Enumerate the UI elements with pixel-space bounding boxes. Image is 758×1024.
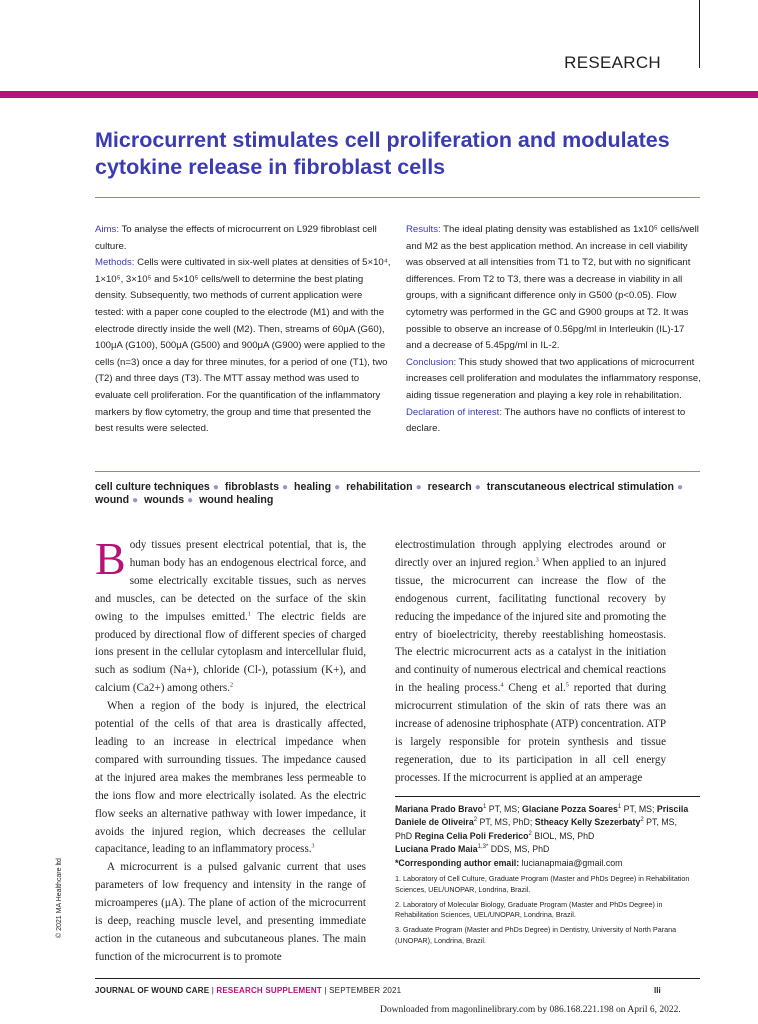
keywords-top-rule — [95, 471, 700, 472]
keyword-separator-dot: ● — [334, 482, 341, 493]
body-left-column — [95, 533, 366, 967]
abstract-right-column — [406, 222, 701, 438]
keyword[interactable]: transcutaneous electrical stimulation — [486, 481, 674, 493]
keyword[interactable]: fibroblasts — [224, 481, 279, 493]
methods-text: Cells were cultivated in six-well plates at densities of 5×10⁴, 1×10⁵, 3×10⁵ and 5×10⁵ cells/well to determine the best plating density. Subsequently, two methods of current application were tested: with a paper cone coupled to the electrode (M1) and with the electrode directly inside the well (M2). Then, streams of 60μA (G60), 100μA (G100), 500μA (G500) and 900μA (G900) were applied to the cells (n=3) once a day for three minutes, for a period of one (T1), two (T2) and three days (T3). The MTT assay method was used to evaluate cell proliferation. For the quantification of the inflammatory markers by flow cytometry, the group and time that presented the best results were selected. — [95, 257, 391, 435]
header-divider-line — [699, 0, 700, 68]
footer-separator: | — [322, 986, 330, 995]
body-paragraph-3 — [95, 859, 366, 966]
keyword[interactable]: cell culture techniques — [95, 481, 210, 493]
keyword[interactable]: research — [427, 481, 472, 493]
affiliation-3: 3. Graduate Program (Master and PhDs Degree) in Dentistry, University of North Parana (UNOPAR), Londrina, Brazil. — [395, 925, 677, 946]
abstract-aims — [95, 222, 391, 255]
keyword-separator-dot: ● — [676, 482, 684, 493]
reference-marker[interactable]: 3 — [535, 557, 539, 564]
keyword-separator-dot: ● — [212, 482, 219, 493]
keyword[interactable]: rehabilitation — [346, 481, 413, 493]
keywords-list — [95, 481, 695, 507]
corresponding-author — [395, 857, 695, 870]
methods-label: Methods: — [95, 257, 135, 269]
affiliation-marker: 2 — [528, 830, 532, 837]
declaration-text: The authors have no conflicts of interest to declare. — [406, 406, 686, 435]
abstract-conclusion — [406, 355, 701, 405]
affiliation-1: 1. Laboratory of Cell Culture, Graduate Program (Master and PhDs Degree) in Rehabilitation Sciences, UEL/UNOPAR, Londrina, Brazil. — [395, 874, 690, 894]
footer-journal-line — [95, 986, 401, 995]
reference-marker[interactable]: 2 — [230, 682, 234, 689]
author-degree: PT, MS; — [486, 804, 523, 814]
corresponding-label: *Corresponding author email: — [395, 857, 520, 868]
authors-block — [395, 803, 695, 947]
results-text: The ideal plating density was established as 1x10⁵ cells/well and M2 as the best application method. An increase in cell viability was observed at all intensities from T1 to T2, but with no significant differences. From T2 to T3, there was a decrease in viability in all groups, with a significant difference only in G500 (p<0.05). Flow cytometry was performed in the GC and G900 groups at T2. It was possible to observe an increase of 0.56pg/ml in Interleukin (IL)-17 and a decrease of 5.45pg/ml in IL-2. — [406, 224, 699, 352]
author-name: Glaciane Pozza Soares — [522, 804, 618, 814]
aims-label: Aims: — [95, 224, 119, 235]
author-degree: DDS, MS, PhD — [488, 844, 550, 855]
body-text: electrostimulation through applying electrodes around or directly over an injured region. — [395, 539, 666, 569]
footer-rule — [95, 978, 700, 979]
authors-top-rule — [395, 796, 700, 797]
declaration-label: Declaration of interest: — [406, 406, 502, 418]
abstract-left-column — [95, 222, 391, 438]
download-notice: Downloaded from magonlinelibrary.com by 086.168.221.198 on April 6, 2022. — [380, 1005, 681, 1015]
author-degree: PT, MS; — [621, 804, 657, 814]
reference-marker[interactable]: 4 — [500, 682, 504, 689]
header-accent-bar — [0, 91, 758, 98]
author-name: Mariana Prado Bravo — [395, 804, 483, 814]
affiliation-marker: 1,3* — [477, 844, 489, 851]
conclusion-label: Conclusion: — [406, 356, 457, 368]
keyword-separator-dot: ● — [415, 482, 422, 493]
article-title: Microcurrent stimulates cell proliferation and modulates cytokine release in fibroblast cells — [95, 128, 670, 179]
corresponding-email[interactable]: lucianapmaia@gmail.com — [519, 857, 623, 868]
journal-name: JOURNAL OF WOUND CARE — [95, 986, 210, 995]
reference-marker[interactable]: 1 — [247, 610, 251, 617]
affiliation-marker: 1 — [483, 804, 487, 811]
title-rule — [95, 197, 700, 198]
keyword[interactable]: wound — [95, 494, 130, 506]
abstract-results — [406, 222, 701, 355]
body-paragraph-1 — [95, 533, 366, 698]
keyword[interactable]: wound healing — [199, 494, 274, 506]
copyright-text: © 2021 MA Healthcare ltd — [56, 858, 63, 938]
issue-date: SEPTEMBER 2021 — [329, 986, 402, 995]
body-text: Cheng et al. — [503, 682, 566, 695]
reference-marker[interactable]: 5 — [565, 682, 569, 689]
body-paragraph-continued — [395, 537, 666, 788]
affiliation-marker: 2 — [473, 817, 478, 824]
author-list — [395, 803, 695, 857]
author-degree: PT, MS, PhD — [395, 817, 677, 841]
body-paragraph-2 — [95, 698, 366, 859]
conclusion-text: This study showed that two applications of microcurrent increases cell proliferation and modulates the inflammatory response, aiding tissue regeneration and playing a key role in rehabilitation. — [406, 356, 701, 401]
reference-marker[interactable]: 3 — [311, 843, 315, 850]
body-text: reported that during microcurrent stimulation of the skin of rats there was an increase of adenosine triphosphate (ATP) concentration. ATP is largely responsible for protein synthesis and tissue regeneration, due to its participation in all cell energy processes. If the microcurrent is applied at an amperage — [395, 682, 666, 784]
keyword[interactable]: wounds — [144, 494, 185, 506]
affiliation-marker: 2 — [640, 817, 644, 824]
author-name: Priscila Daniele de Oliveira — [395, 804, 689, 828]
body-text: The electric fields are produced by directional flow of different species of charged ions present in the cellular cytoplasm and intercellular fluid, such as sodium (Na+), chloride (Cl-), potassium (K+), and calcium (Ca2+) among others. — [95, 610, 366, 695]
keyword-separator-dot: ● — [281, 482, 289, 493]
affiliation-marker: 1 — [617, 804, 622, 811]
body-text: When a region of the body is injured, the electrical potential of the cells of that area is drastically affected, leading to an increase in electrical impedance when compared with surrounding tissues. The impedance caused at the injured area makes the membranes less permeable to the ions flow and more electrically isolated. As the electric flow seeks an alternative pathway with lower impedance, it avoids the injured region, which decreases the cellular capacitance, leading to an inflammatory process. — [95, 700, 366, 856]
author-degree: PT, MS, PhD; — [477, 817, 535, 828]
aims-text: To analyse the effects of microcurrent on L929 fibroblast cell culture. — [95, 224, 377, 252]
keyword[interactable]: healing — [293, 481, 332, 493]
body-text: ody tissues present electrical potential, that is, the human body has an endogenous electrical force, and some electrically excitable tissues, such as nerves and muscles, can be detected on the surface of the skin owing to the impulses emitted. — [95, 539, 366, 623]
section-label: RESEARCH — [564, 53, 661, 72]
supplement-label: RESEARCH SUPPLEMENT — [216, 986, 322, 995]
author-name: Regina Celia Poli Frederico — [414, 830, 529, 841]
keyword-separator-dot: ● — [132, 495, 139, 506]
drop-cap: B — [95, 533, 126, 584]
affiliation-2: 2. Laboratory of Molecular Biology, Graduate Program (Master and PhDs Degree) in Rehabilitation Sciences, UEL/UNOPAR, Londrina, Brazil. — [395, 899, 663, 920]
body-text: When applied to an injured tissue, the microcurrent can increase the flow of the endogenous current, facilitating functional recovery by reducing the impedance of the injured site and promoting the entry of bioelectricity, thereby reestablishing homeostasis. The electric microcurrent acts as a catalyst in the initiation and continuity of numerous electrical and chemical reactions in the healing process. — [395, 556, 666, 695]
author-name: Luciana Prado Maia — [395, 844, 478, 855]
author-name: Stheacy Kelly Szezerbaty — [534, 817, 641, 828]
author-degree: BIOL, MS, PhD — [531, 830, 595, 841]
footer-separator: | — [209, 986, 217, 995]
body-text: A microcurrent is a pulsed galvanic current that uses parameters of low frequency and intensity in the range of microamperes (μA). The plane of action of the microcurrent is deep, reaching muscle level, and presenting immediate action in the cutaneous and subcutaneous planes. The main function of the microcurrent is to promote — [95, 861, 366, 963]
abstract-declaration — [406, 405, 701, 438]
keyword-separator-dot: ● — [474, 482, 481, 493]
body-right-column — [395, 537, 666, 788]
abstract-methods — [95, 255, 391, 438]
keyword-separator-dot: ● — [187, 495, 194, 506]
results-label: Results: — [406, 224, 441, 235]
page-number: lli — [654, 986, 661, 995]
